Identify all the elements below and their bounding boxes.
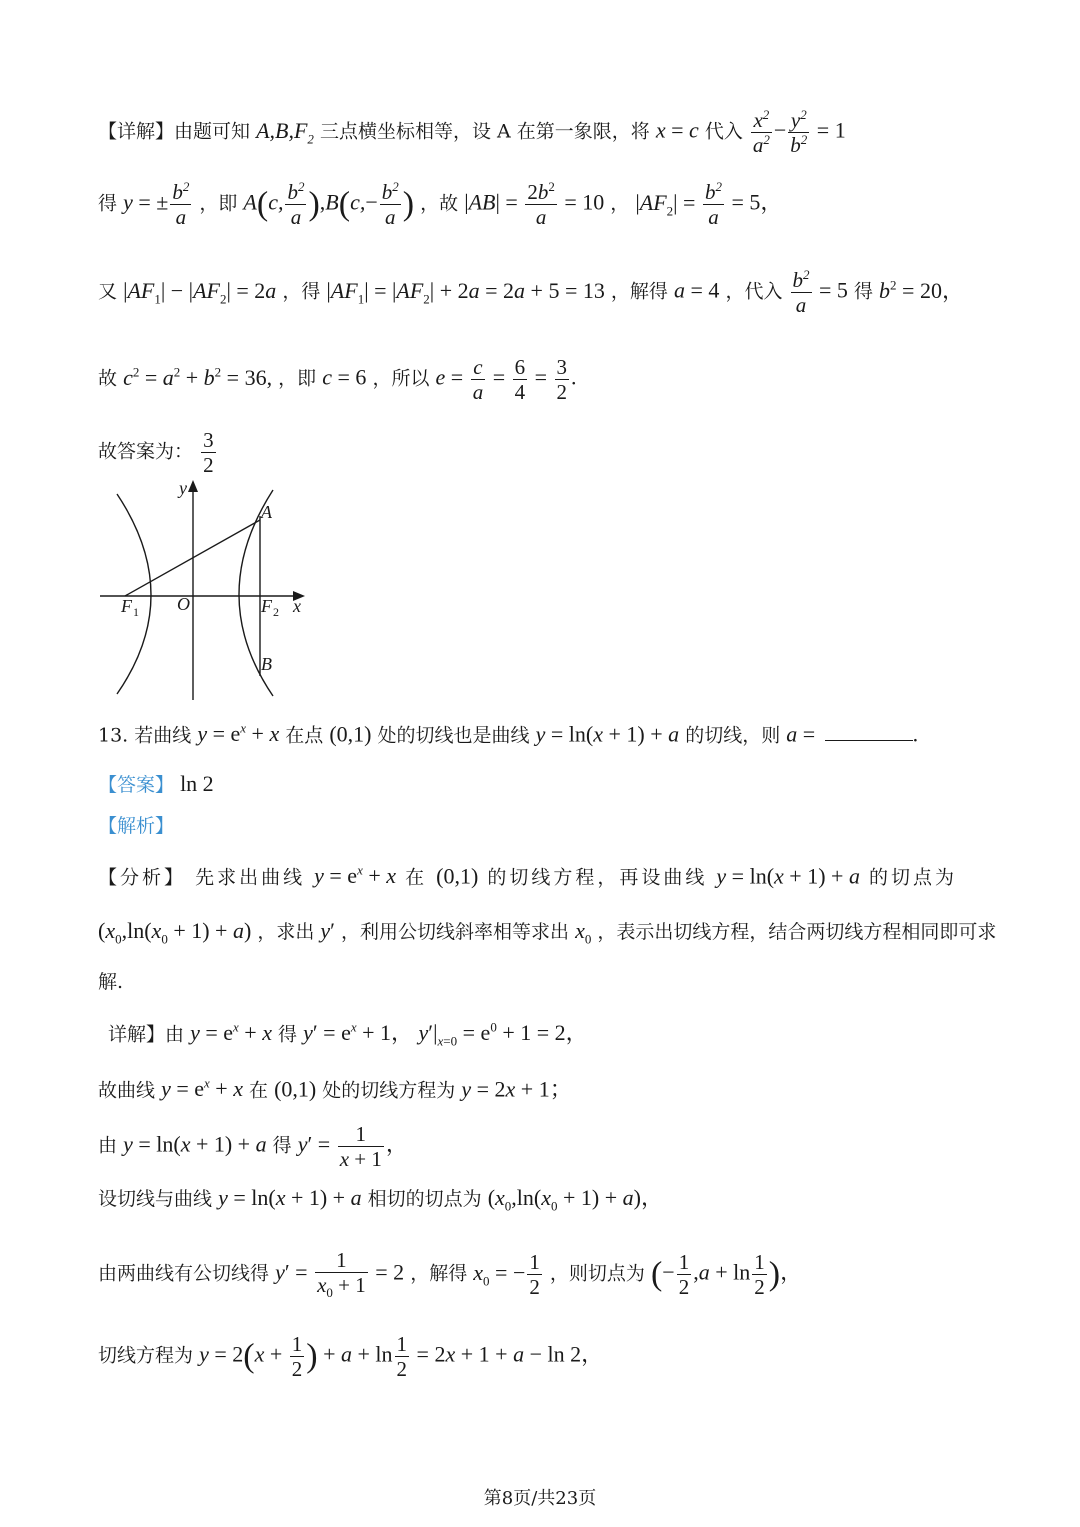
page-footer: 第8页/共23页 — [483, 1488, 597, 1509]
fenxi-line-2: $(x_0,\ln(x_0 + 1) + a)$ ，求出 y′ ，利用公切线斜率相等求出 $x_0$ ，表示出切线方程，结合两切线方程相同即可求 — [98, 918, 997, 947]
fraction: $\frac{b^2}{a}$ — [381, 179, 399, 230]
solution-line-4: 设切线与曲线 y = ln(x + 1) + a 相切的切点为 $(x_0,\ln(x_0 + 1) + a)$， — [98, 1185, 663, 1214]
detail-tag: 【详解】 — [98, 120, 175, 143]
fraction: $\frac{1}{2}$ — [529, 1250, 540, 1300]
detail-line-4: 故 $c^2 = a^2 + b^2 = 36$, ，即 c = 6 ，所以 e = $\frac{c}{a}$ = $\frac{6}{4}$ = $\frac{3}{2}$ . — [98, 355, 577, 405]
answer-tag: 【答案】 — [98, 774, 175, 796]
fenxi-line-1: 【分析】 先求出曲线 $y = e^x + x$ 在 (0,1) 的切线方程，再设曲线 y = ln(x + 1) + a 的切点为 — [98, 863, 957, 889]
fraction: $\frac{1}{x_0 + 1}$ — [317, 1248, 366, 1301]
fraction: $\frac{1}{x + 1}$ — [339, 1122, 382, 1172]
fraction: $\frac{1}{2}$ — [291, 1332, 303, 1382]
fraction: $\frac{y^2}{b^2}$ — [790, 107, 808, 158]
label-x: x — [293, 596, 301, 616]
solution-line-3: 由 y = ln(x + 1) + a 得 y′ = $\frac{1}{x + 1}$ ， — [98, 1122, 408, 1172]
left-branch — [117, 494, 151, 694]
label-f1: F — [121, 596, 132, 616]
label-a: A — [261, 502, 272, 522]
solution-line-2: 故曲线 $y = e^x + x$ 在 (0,1) 处的切线方程为 y = 2x + 1； — [98, 1076, 572, 1102]
question-13: 13. 若曲线 $y = e^x + x$ 在点 (0,1) 处的切线也是曲线 y = ln(x + 1) + a 的切线，则 a = . — [98, 721, 919, 747]
label-f2-sub: 2 — [273, 605, 279, 619]
fraction: $\frac{b^2}{a}$ — [704, 179, 722, 230]
analysis-row — [98, 817, 174, 836]
label-y: y — [179, 478, 187, 498]
detail-line-2: 得 y = ± $\frac{b^2}{a}$ ，即 A(c, $\frac{b^2}{a}$ ),B(c,− $\frac{b^2}{a}$ ) ，故 |AB| = $\frac{2b^2}{a}$ = 10 ， $|AF_2|$ = $\frac{b^2}{a}$ = 5， — [98, 179, 783, 230]
fraction: $\frac{6}{4}$ — [514, 355, 526, 405]
fraction: $\frac{3}{2}$ — [203, 428, 214, 478]
fraction: $\frac{c}{a}$ — [472, 355, 484, 405]
fraction: $\frac{3}{2}$ — [556, 355, 568, 405]
label-f1-sub: 1 — [133, 605, 139, 619]
solution-line-1: 详解】由 $y = e^x + x$ 得 $y' = e^x + 1$， $y'|_{x=0} = e^0 + 1 = 2$， — [108, 1020, 588, 1049]
analysis-tag: 【解析】 — [98, 815, 175, 837]
label-b: B — [261, 654, 272, 674]
answer-line: 故答案为： $\frac{3}{2}$ — [98, 428, 214, 478]
answer-value: ln 2 — [180, 771, 214, 796]
fraction: $\frac{1}{2}$ — [678, 1250, 690, 1300]
fraction: $\frac{x^2}{a^2}$ — [752, 107, 770, 158]
fraction: $\frac{b^2}{a}$ — [792, 267, 810, 318]
detail-line-1: 【详解】由题可知 $A,B,F_2$ 三点横坐标相等，设 A 在第一象限，将 x = c 代入 $\frac{x^2}{a^2}$ − $\frac{y^2}{b^2}$ = 1 — [98, 107, 846, 158]
fraction: $\frac{1}{2}$ — [754, 1250, 765, 1300]
label-f2: F — [261, 596, 272, 616]
label-o: O — [177, 594, 190, 614]
fraction: $\frac{b^2}{a}$ — [172, 179, 190, 230]
y-axis-arrow — [188, 480, 198, 492]
solution-line-6: 切线方程为 y = 2(x + $\frac{1}{2}$ ) + a + ln $\frac{1}{2}$ = 2x + 1 + a − ln 2， — [98, 1332, 604, 1382]
fraction: $\frac{b^2}{a}$ — [287, 179, 305, 230]
detail-line-3: 又 $|AF_1| - |AF_2| = 2a$ ，得 $|AF_1| = |AF_2| + 2a = 2a + 5 = 13$ ，解得 a = 4 ，代入 $\frac{b^2}{a}$ = 5 得 $b^2 = 20$， — [98, 267, 964, 318]
solution-line-5: 由两曲线有公切线得 y′ = $\frac{1}{x_0 + 1}$ = 2 ，解得 $x_0$ = − $\frac{1}{2}$ ，则切点为 (− $\frac{1}{2}$ ,a + ln $\frac{1}{2}$ )， — [98, 1248, 803, 1301]
answer-row — [98, 773, 214, 795]
fenxi-line-3: 解. — [98, 971, 124, 993]
answer-blank — [825, 740, 913, 741]
hyperbola-figure — [95, 476, 315, 702]
fraction: $\frac{1}{2}$ — [396, 1332, 408, 1382]
fraction: $\frac{2b^2}{a}$ — [527, 179, 555, 230]
